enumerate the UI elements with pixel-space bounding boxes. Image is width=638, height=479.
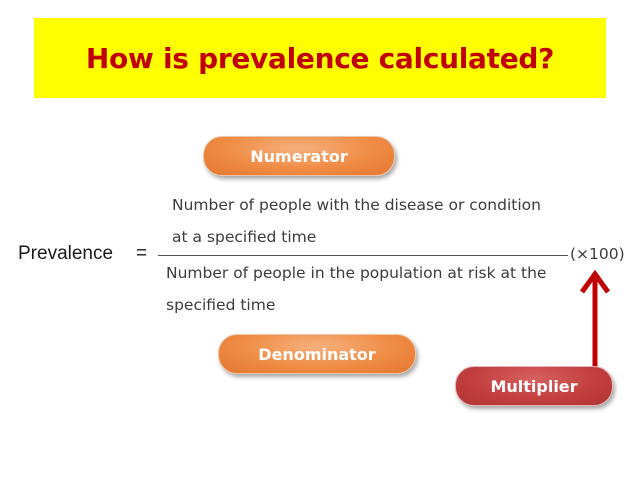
multiplier-callout-label: Multiplier xyxy=(490,376,578,396)
numerator-callout-label: Numerator xyxy=(250,146,348,166)
denominator-callout xyxy=(218,334,416,374)
slide-title: How is prevalence calculated? xyxy=(85,41,555,75)
numerator-line-1: Number of people with the disease or condition xyxy=(172,196,541,214)
multiplier-arrow-icon xyxy=(570,264,620,374)
denominator-line-2: specified time xyxy=(166,296,276,314)
fraction-bar xyxy=(158,255,568,256)
title-banner xyxy=(34,18,606,98)
denominator-line-1: Number of people in the population at risk at the xyxy=(166,264,547,282)
multiplier-text: (×100) xyxy=(570,245,625,263)
prevalence-label: Prevalence xyxy=(18,243,114,264)
multiplier-callout xyxy=(455,366,613,406)
denominator-callout-label: Denominator xyxy=(258,344,376,364)
numerator-line-2: at a specified time xyxy=(172,228,317,246)
equals-sign: = xyxy=(136,243,148,264)
numerator-callout xyxy=(203,136,395,176)
